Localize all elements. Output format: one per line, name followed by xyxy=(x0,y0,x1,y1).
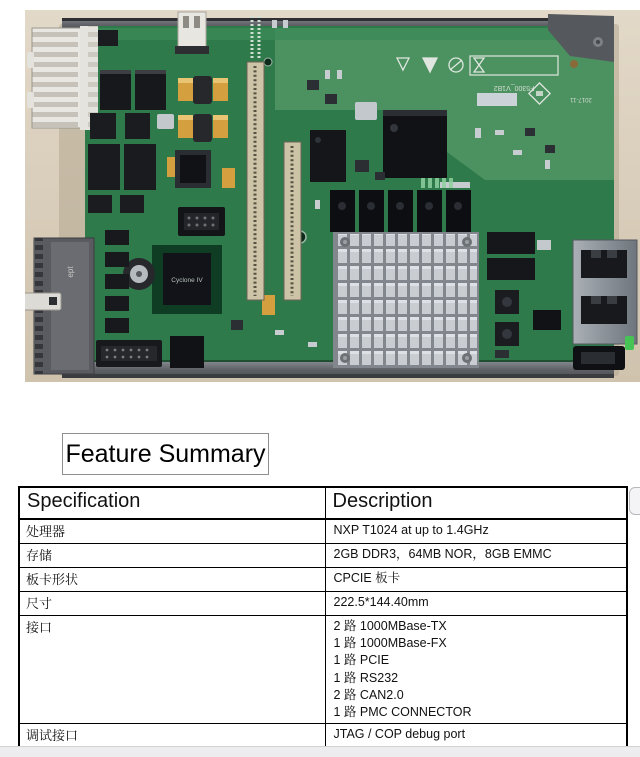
ddr-chips xyxy=(330,190,471,232)
table-row xyxy=(19,568,627,592)
board-photo-illustration xyxy=(25,10,640,382)
fpga-chip xyxy=(152,245,222,314)
board-photo xyxy=(25,10,640,382)
desc-cell xyxy=(325,616,627,724)
qfp-chip xyxy=(175,150,211,188)
desc-cell xyxy=(325,568,627,592)
desc-line: NXP T1024 at up to 1.4GHz xyxy=(333,523,489,537)
desc-line: 2GB DDR3，64MB NOR，8GB EMMC xyxy=(333,547,552,561)
connector-label: ept xyxy=(66,266,75,278)
desc-cell xyxy=(325,724,627,749)
spec-cell: 板卡形状 xyxy=(19,568,325,592)
spec-cell: 尺寸 xyxy=(19,592,325,616)
pmc-connector-b xyxy=(284,142,301,300)
desc-line: 222.5*144.40mm xyxy=(333,595,429,609)
pmc-connector-a xyxy=(247,62,264,300)
table-row xyxy=(19,724,627,749)
box-header xyxy=(178,207,225,236)
table-row xyxy=(19,544,627,568)
desc-cell xyxy=(325,592,627,616)
silkscreen-model: F5300_V1B2 xyxy=(493,84,535,91)
spec-table xyxy=(18,486,628,749)
desc-line: 2 路 1000MBase-TX xyxy=(333,619,447,633)
spec-cell: 调试接口 xyxy=(19,724,325,749)
desc-line: 1 路 PCIE xyxy=(333,653,390,668)
desc-cell xyxy=(325,519,627,544)
desc-line: JTAG / COP debug port xyxy=(333,727,466,742)
table-header-row xyxy=(19,487,627,519)
fpga-label: Cyclone IV xyxy=(171,277,203,284)
desc-line: 1 路 RS232 xyxy=(333,670,399,685)
desc-cell xyxy=(325,544,627,568)
spec-cell: 接口 xyxy=(19,616,325,724)
scrollbar-thumb[interactable] xyxy=(629,487,640,515)
desc-line: 1 路 1000MBase-FX xyxy=(333,636,447,651)
desc-line: 1 路 PMC CONNECTOR xyxy=(333,705,472,720)
table-row xyxy=(19,519,627,544)
heatsink xyxy=(333,232,479,368)
spec-column-header: Specification xyxy=(19,487,325,519)
idc-header xyxy=(96,336,204,368)
silkscreen-date: 2017-11 xyxy=(570,96,592,102)
cpci-connector xyxy=(25,238,94,374)
table-row xyxy=(19,616,627,724)
page-bottom-strip xyxy=(0,746,640,757)
white-sticker xyxy=(477,93,517,106)
spec-cell: 处理器 xyxy=(19,519,325,544)
spec-cell: 存储 xyxy=(19,544,325,568)
feature-summary-title: Feature Summary xyxy=(65,439,266,468)
desc-column-header: Description xyxy=(325,487,627,519)
fan-connector xyxy=(175,12,209,54)
table-row xyxy=(19,592,627,616)
desc-line: CPCIE 板卡 xyxy=(333,571,401,585)
feature-summary-title-box xyxy=(62,433,269,475)
desc-line: 2 路 CAN2.0 xyxy=(333,687,404,702)
